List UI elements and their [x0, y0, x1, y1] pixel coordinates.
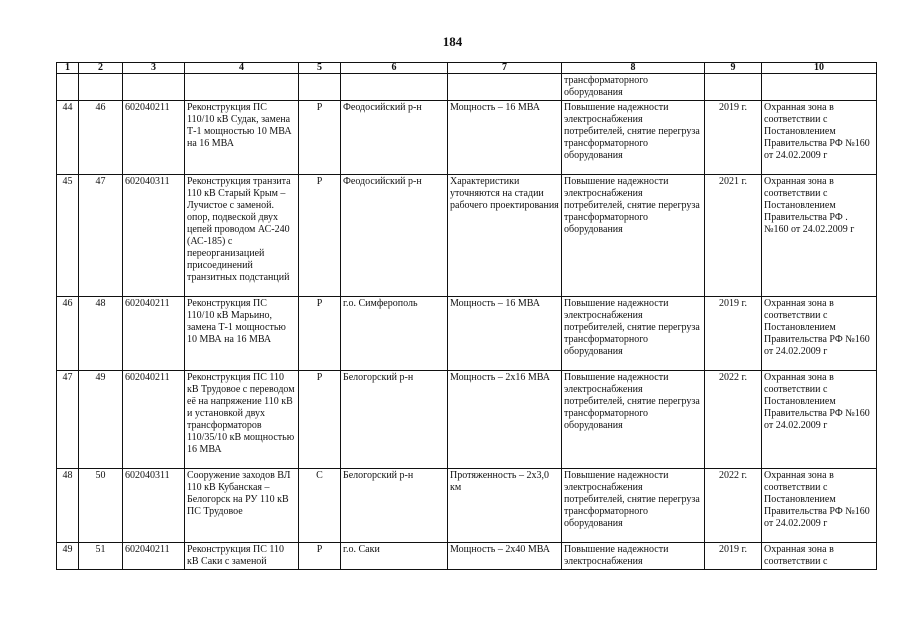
cell-ref-no: 50: [79, 469, 123, 543]
cell-year: 2021 г.: [705, 175, 762, 297]
cell-location: Феодосийский р-н: [341, 175, 448, 297]
column-header: 10: [762, 63, 877, 74]
table-row: [57, 101, 877, 175]
cell-object: Реконструкция транзита 110 кВ Старый Крым – Лучистое с заменой. опор, подвеской двух цепей проводом АС-240 (АС-185) с переорганизацией присоединений транзитных подстанций: [185, 175, 299, 297]
cell-type: Р: [299, 297, 341, 371]
cell-no: 46: [57, 297, 79, 371]
page-number: 184: [442, 34, 463, 49]
cell-year: 2022 г.: [705, 469, 762, 543]
cell-no: 44: [57, 101, 79, 175]
cell-location: Белогорский р-н: [341, 371, 448, 469]
column-header: 1: [57, 63, 79, 74]
header-row: [57, 63, 877, 74]
cell-type: Р: [299, 371, 341, 469]
cell-location: Белогорский р-н: [341, 469, 448, 543]
table-row: [57, 371, 877, 469]
cell-object: Реконструкция ПС 110 кВ Саки с заменой: [185, 543, 299, 570]
cell-location: Феодосийский р-н: [341, 101, 448, 175]
cell-purpose: Повышение надежности электроснабжения потребителей, снятие перегруза трансформаторного оборудования: [562, 469, 705, 543]
cell-type: Р: [299, 543, 341, 570]
cell-zone: Охранная зона в соответствии с: [762, 543, 877, 570]
cell-purpose: трансформаторного оборудования: [562, 74, 705, 101]
cell-no: 47: [57, 371, 79, 469]
column-header: 2: [79, 63, 123, 74]
table-row: [57, 469, 877, 543]
column-header: 8: [562, 63, 705, 74]
cell-zone: Охранная зона в соответствии с Постановлением Правительства РФ №160 от 24.02.2009 г: [762, 101, 877, 175]
cell-object: Реконструкция ПС 110 кВ Трудовое с переводом её на напряжение 110 кВ и установкой двух трансформаторов 110/35/10 кВ мощностью 16 МВА: [185, 371, 299, 469]
cell-code: 602040311: [123, 469, 185, 543]
table-row: [57, 543, 877, 570]
cell-no: 48: [57, 469, 79, 543]
register-table: [56, 62, 877, 570]
column-header: 7: [448, 63, 562, 74]
cell-purpose: Повышение надежности электроснабжения потребителей, снятие перегруза трансформаторного оборудования: [562, 175, 705, 297]
cell-no: 45: [57, 175, 79, 297]
cell-characteristics: Протяженность – 2х3,0 км: [448, 469, 562, 543]
cell-code: 602040211: [123, 297, 185, 371]
cell-code: 602040211: [123, 101, 185, 175]
cell-code: 602040211: [123, 543, 185, 570]
column-header: 4: [185, 63, 299, 74]
column-header: 6: [341, 63, 448, 74]
column-header: 9: [705, 63, 762, 74]
cell-ref-no: 51: [79, 543, 123, 570]
cell-purpose: Повышение надежности электроснабжения потребителей, снятие перегруза трансформаторного оборудования: [562, 297, 705, 371]
cell-object: Сооружение заходов ВЛ 110 кВ Кубанская – Белогорск на РУ 110 кВ ПС Трудовое: [185, 469, 299, 543]
cell-characteristics: Мощность – 16 МВА: [448, 297, 562, 371]
cell-zone: Охранная зона в соответствии с Постановлением Правительства РФ №160 от 24.02.2009 г: [762, 297, 877, 371]
cell-purpose: Повышение надежности электроснабжения потребителей, снятие перегруза трансформаторного оборудования: [562, 101, 705, 175]
cell-year: 2019 г.: [705, 101, 762, 175]
cell-ref-no: 46: [79, 101, 123, 175]
cell-zone: Охранная зона в соответствии с Постановлением Правительства РФ . №160 от 24.02.2009 г: [762, 175, 877, 297]
cell-ref-no: 48: [79, 297, 123, 371]
cell-year: 2022 г.: [705, 371, 762, 469]
cell-no: 49: [57, 543, 79, 570]
table-row-continuation: [57, 74, 877, 101]
table-row: [57, 297, 877, 371]
cell-characteristics: Мощность – 2х16 МВА: [448, 371, 562, 469]
cell-characteristics: Характеристики уточняются на стадии рабочего проектирования: [448, 175, 562, 297]
cell-object: Реконструкция ПС 110/10 кВ Марьино, замена Т-1 мощностью 10 МВА на 16 МВА: [185, 297, 299, 371]
cell-purpose: Повышение надежности электроснабжения потребителей, снятие перегруза трансформаторного оборудования: [562, 371, 705, 469]
cell-type: Р: [299, 101, 341, 175]
cell-year: 2019 г.: [705, 543, 762, 570]
cell-type: С: [299, 469, 341, 543]
cell-code: 602040211: [123, 371, 185, 469]
cell-location: г.о. Симферополь: [341, 297, 448, 371]
cell-ref-no: 49: [79, 371, 123, 469]
cell-zone: Охранная зона в соответствии с Постановлением Правительства РФ №160 от 24.02.2009 г: [762, 371, 877, 469]
cell-code: 602040311: [123, 175, 185, 297]
cell-object: Реконструкция ПС 110/10 кВ Судак, замена Т-1 мощностью 10 МВА на 16 МВА: [185, 101, 299, 175]
column-header: 3: [123, 63, 185, 74]
cell-characteristics: Мощность – 2х40 МВА: [448, 543, 562, 570]
column-header: 5: [299, 63, 341, 74]
cell-type: Р: [299, 175, 341, 297]
table-row: [57, 175, 877, 297]
cell-year: 2019 г.: [705, 297, 762, 371]
cell-ref-no: 47: [79, 175, 123, 297]
cell-characteristics: Мощность – 16 МВА: [448, 101, 562, 175]
cell-zone: Охранная зона в соответствии с Постановлением Правительства РФ №160 от 24.02.2009 г: [762, 469, 877, 543]
cell-purpose: Повышение надежности электроснабжения: [562, 543, 705, 570]
cell-location: г.о. Саки: [341, 543, 448, 570]
